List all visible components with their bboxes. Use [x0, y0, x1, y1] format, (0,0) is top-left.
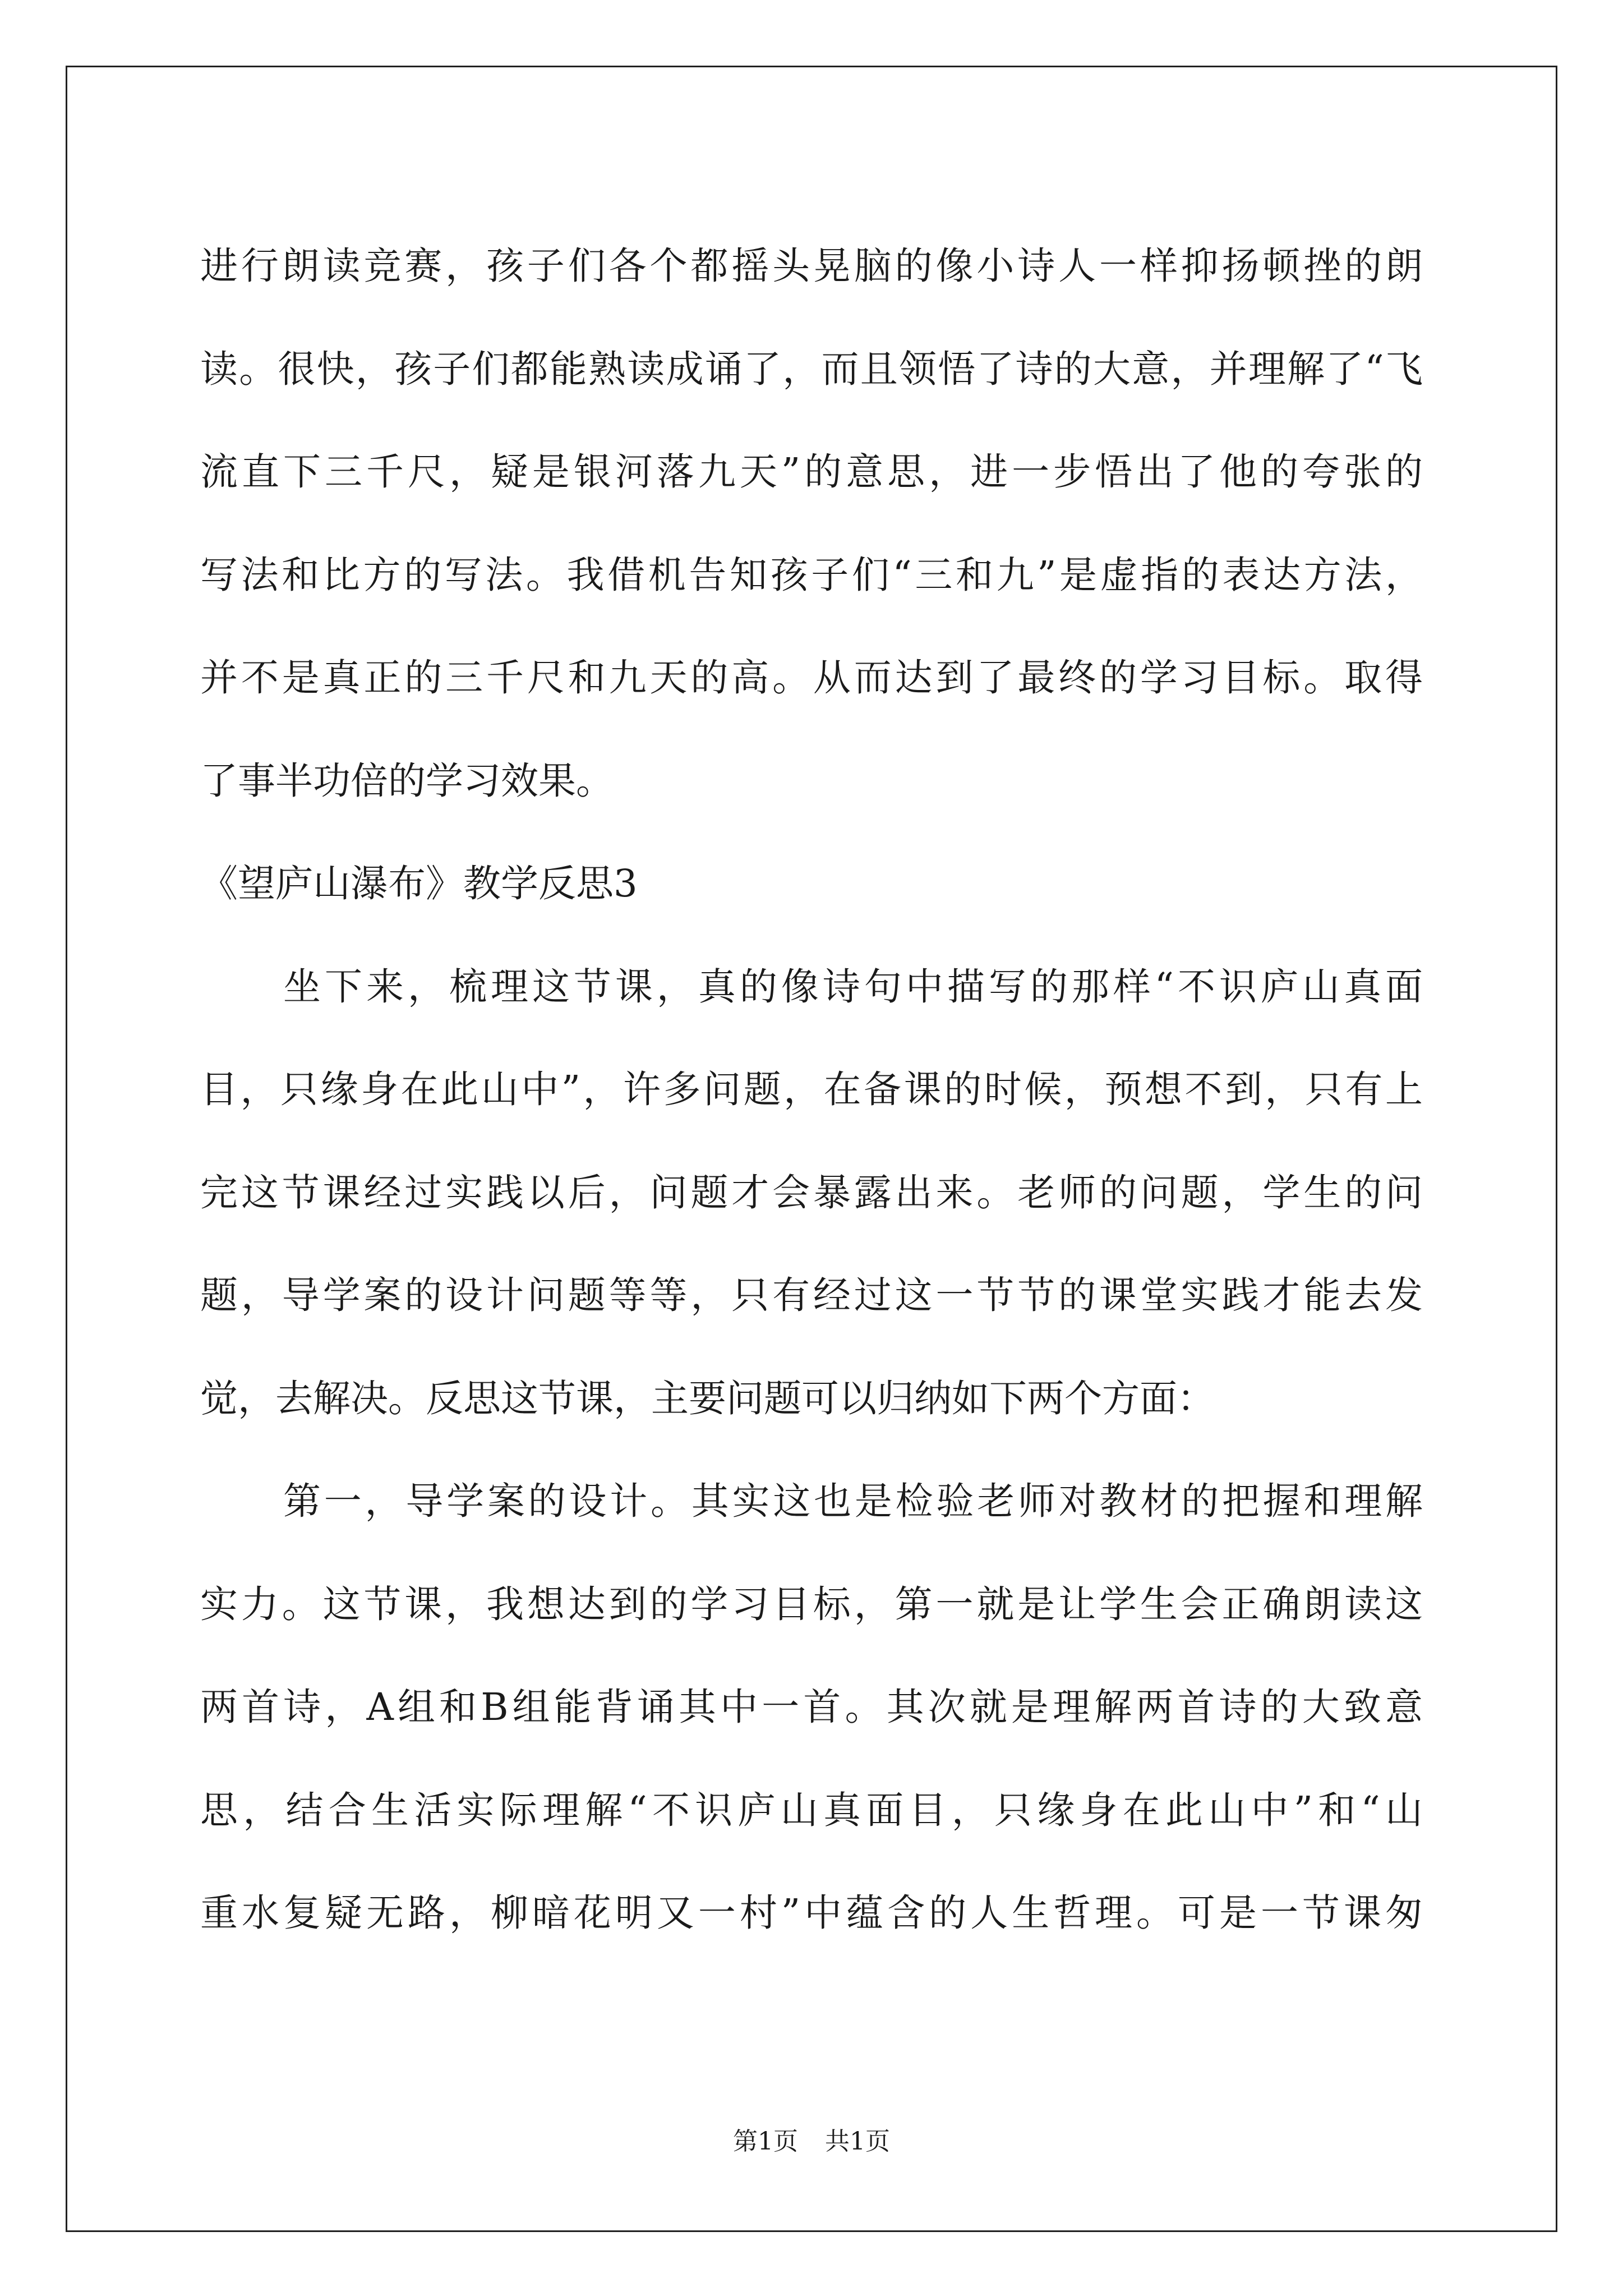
document-body — [200, 215, 1423, 1965]
text-line: 目，只缘身在此山中”，许多问题，在备课的时候，预想不到，只有上 — [200, 1068, 1423, 1111]
text-line: 了事半功倍的学习效果。 — [200, 758, 614, 803]
text-line: 两首诗，A组和B组能背诵其中一首。其次就是理解两首诗的大致意 — [200, 1685, 1423, 1729]
text-line: 第一，导学案的设计。其实这也是检验老师对教材的把握和理解 — [283, 1479, 1423, 1523]
page-total: 共1页 — [825, 2127, 890, 2156]
page-current: 第1页 — [733, 2127, 798, 2156]
text-line: 流直下三千尺，疑是银河落九天”的意思，进一步悟出了他的夸张的 — [200, 450, 1423, 494]
text-line: 读。很快，孩子们都能熟读成诵了，而且领悟了诗的大意，并理解了“飞 — [200, 347, 1423, 391]
section-heading: 《望庐山瀑布》教学反思3 — [200, 862, 638, 905]
text-line: 完这节课经过实践以后，问题才会暴露出来。老师的问题，学生的问 — [200, 1170, 1423, 1214]
text-line: 并不是真正的三千尺和九天的高。从而达到了最终的学习目标。取得 — [200, 656, 1423, 700]
text-line: 题，导学案的设计问题等等，只有经过这一节节的课堂实践才能去发 — [200, 1273, 1423, 1317]
text-line: 进行朗读竞赛，孩子们各个都摇头晃脑的像小诗人一样抑扬顿挫的朗 — [200, 244, 1423, 288]
text-line: 写法和比方的写法。我借机告知孩子们“三和九”是虚指的表达方法， — [200, 553, 1423, 597]
text-line: 思，结合生活实际理解“不识庐山真面目，只缘身在此山中”和“山 — [200, 1788, 1423, 1832]
text-line: 坐下来，梳理这节课，真的像诗句中描写的那样“不识庐山真面 — [283, 964, 1423, 1009]
text-line: 重水复疑无路，柳暗花明又一村”中蕴含的人生哲理。可是一节课匆 — [200, 1891, 1423, 1935]
text-line: 觉，去解决。反思这节课，主要问题可以归纳如下两个方面： — [200, 1376, 1215, 1420]
text-line: 实力。这节课，我想达到的学习目标，第一就是让学生会正确朗读这 — [200, 1582, 1423, 1626]
page-footer — [0, 2125, 1623, 2159]
